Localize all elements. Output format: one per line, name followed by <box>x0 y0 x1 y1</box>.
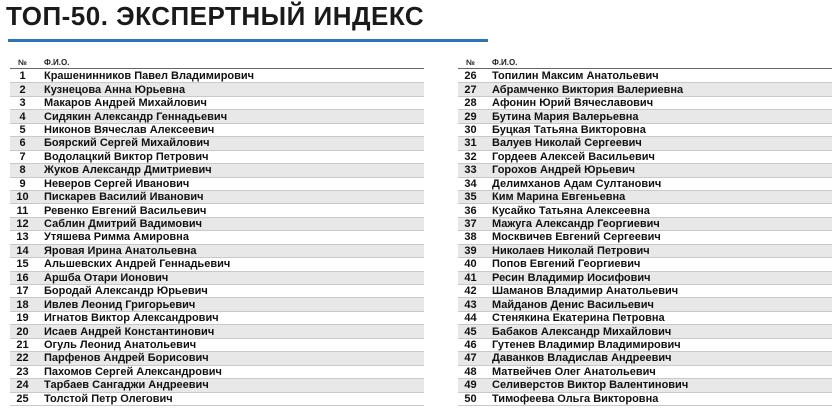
table-row <box>458 178 832 191</box>
rank-number: 40 <box>464 258 477 271</box>
title-underline <box>8 39 488 42</box>
person-name: Аршба Отари Ионович <box>44 271 169 284</box>
table-row <box>458 285 832 298</box>
table-row <box>458 312 832 325</box>
person-name: Ресин Владимир Иосифович <box>492 271 651 284</box>
person-name: Толстой Петр Олегович <box>44 392 173 405</box>
person-name: Бабаков Александр Михайлович <box>492 325 672 338</box>
table-row <box>458 272 832 285</box>
table-row <box>10 178 424 191</box>
person-name: Селиверстов Виктор Валентинович <box>492 379 689 392</box>
rank-number: 27 <box>464 83 477 96</box>
rank-number: 41 <box>464 271 477 284</box>
table-row <box>10 379 424 392</box>
person-name: Парфенов Андрей Борисович <box>44 352 209 365</box>
header-number: № <box>466 58 475 67</box>
table-body-left <box>10 70 424 406</box>
table-row <box>458 379 832 392</box>
rank-number: 13 <box>16 231 29 244</box>
table-row <box>458 191 832 204</box>
table-row <box>458 231 832 244</box>
rank-number: 37 <box>464 218 477 231</box>
table-row <box>458 393 832 406</box>
header-number: № <box>18 58 27 67</box>
table-row <box>10 83 424 96</box>
person-name: Огуль Леонид Анатольевич <box>44 338 197 351</box>
person-name: Исаев Андрей Константинович <box>44 325 215 338</box>
table-row <box>458 137 832 150</box>
person-name: Жуков Александр Дмитриевич <box>44 164 212 177</box>
table-row <box>458 97 832 110</box>
person-name: Мажуга Александр Георгиевич <box>492 218 660 231</box>
rank-number: 32 <box>464 150 477 163</box>
header-name: Ф.И.О. <box>492 58 518 67</box>
rank-number: 26 <box>464 70 477 83</box>
table-row <box>458 124 832 137</box>
rank-number: 15 <box>16 258 29 271</box>
page-title: ТОП-50. ЭКСПЕРТНЫЙ ИНДЕКС <box>6 1 425 31</box>
person-name: Никонов Вячеслав Алексеевич <box>44 123 215 136</box>
table-header <box>458 55 832 69</box>
person-name: Крашенинников Павел Владимирович <box>44 70 255 83</box>
table-row <box>10 164 424 177</box>
rank-number: 43 <box>464 298 477 311</box>
table-row <box>10 191 424 204</box>
table-row <box>10 258 424 271</box>
table-row <box>10 298 424 311</box>
rank-number: 12 <box>16 218 29 231</box>
rank-number: 23 <box>16 365 29 378</box>
person-name: Делимханов Адам Султанович <box>492 177 662 190</box>
rank-number: 7 <box>19 150 26 163</box>
rank-number: 9 <box>19 177 26 190</box>
table-row <box>458 245 832 258</box>
person-name: Ревенко Евгений Васильевич <box>44 204 207 217</box>
person-name: Топилин Максим Анатольевич <box>492 70 659 83</box>
rank-number: 21 <box>16 338 29 351</box>
person-name: Пискарев Василий Иванович <box>44 191 204 204</box>
person-name: Шаманов Владимир Анатольевич <box>492 285 679 298</box>
table-row <box>10 124 424 137</box>
table-row <box>458 352 832 365</box>
rank-number: 1 <box>19 70 26 83</box>
rank-number: 11 <box>16 204 29 217</box>
rank-number: 42 <box>464 285 477 298</box>
person-name: Николаев Николай Петрович <box>492 244 650 257</box>
person-name: Бородай Александр Юрьевич <box>44 285 208 298</box>
table-row <box>10 352 424 365</box>
person-name: Пахомов Сергей Александрович <box>44 365 222 378</box>
rank-number: 5 <box>19 123 26 136</box>
person-name: Тимофеева Ольга Викторовна <box>492 392 659 405</box>
rank-number: 34 <box>464 177 477 190</box>
rank-number: 24 <box>16 379 29 392</box>
person-name: Неверов Сергей Иванович <box>44 177 190 190</box>
table-row <box>10 231 424 244</box>
rank-number: 22 <box>16 352 29 365</box>
rank-number: 49 <box>464 379 477 392</box>
table-row <box>10 325 424 338</box>
table-row <box>10 218 424 231</box>
rank-number: 44 <box>464 312 477 325</box>
rank-number: 36 <box>464 204 477 217</box>
table-header <box>10 55 424 69</box>
rank-number: 45 <box>464 325 477 338</box>
table-row <box>10 393 424 406</box>
rank-number: 33 <box>464 164 477 177</box>
table-row <box>10 339 424 352</box>
rank-number: 30 <box>464 123 477 136</box>
table-row <box>10 70 424 83</box>
person-name: Водолацкий Виктор Петрович <box>44 150 209 163</box>
table-row <box>10 366 424 379</box>
rank-number: 48 <box>464 365 477 378</box>
person-name: Утяшева Римма Амировна <box>44 231 189 244</box>
rank-number: 47 <box>464 352 477 365</box>
table-row <box>10 312 424 325</box>
person-name: Боярский Сергей Михайлович <box>44 137 210 150</box>
person-name: Попов Евгений Георгиевич <box>492 258 641 271</box>
rank-number: 35 <box>464 191 477 204</box>
person-name: Майданов Денис Васильевич <box>492 298 654 311</box>
table-row <box>10 97 424 110</box>
ranking-table-right <box>458 55 832 406</box>
table-row <box>10 245 424 258</box>
person-name: Макаров Андрей Михайлович <box>44 97 207 110</box>
rank-number: 14 <box>16 244 29 257</box>
rank-number: 31 <box>464 137 477 150</box>
table-row <box>10 204 424 217</box>
person-name: Абрамченко Виктория Валериевна <box>492 83 684 96</box>
person-name: Сидякин Александр Геннадьевич <box>44 110 228 123</box>
rank-number: 50 <box>464 392 477 405</box>
person-name: Даванков Владислав Андреевич <box>492 352 672 365</box>
table-row <box>458 110 832 123</box>
table-row <box>458 366 832 379</box>
table-row <box>458 164 832 177</box>
rank-number: 10 <box>16 191 29 204</box>
table-row <box>10 272 424 285</box>
person-name: Бутина Мария Валерьевна <box>492 110 639 123</box>
table-row <box>458 83 832 96</box>
person-name: Матвейчев Олег Анатольевич <box>492 365 656 378</box>
person-name: Гутенев Владимир Владимирович <box>492 338 681 351</box>
person-name: Альшевских Андрей Геннадьевич <box>44 258 231 271</box>
person-name: Игнатов Виктор Александрович <box>44 312 219 325</box>
table-row <box>458 258 832 271</box>
rank-number: 17 <box>16 285 29 298</box>
rank-number: 16 <box>16 271 29 284</box>
rank-number: 18 <box>16 298 29 311</box>
rank-number: 20 <box>16 325 29 338</box>
person-name: Тарбаев Сангаджи Андреевич <box>44 379 209 392</box>
table-row <box>10 110 424 123</box>
table-row <box>10 285 424 298</box>
rank-number: 4 <box>19 110 26 123</box>
table-row <box>458 218 832 231</box>
rank-number: 6 <box>19 137 26 150</box>
table-row <box>10 137 424 150</box>
person-name: Буцкая Татьяна Викторовна <box>492 123 646 136</box>
person-name: Кусайко Татьяна Алексеевна <box>492 204 650 217</box>
table-row <box>458 339 832 352</box>
ranking-table-left <box>10 55 424 406</box>
rank-number: 38 <box>464 231 477 244</box>
person-name: Гордеев Алексей Васильевич <box>492 150 655 163</box>
rank-number: 25 <box>16 392 29 405</box>
table-row <box>458 70 832 83</box>
table-row <box>458 204 832 217</box>
rank-number: 2 <box>19 83 26 96</box>
person-name: Стенякина Екатерина Петровна <box>492 312 665 325</box>
rank-number: 8 <box>19 164 26 177</box>
rank-number: 3 <box>19 97 26 110</box>
person-name: Горохов Андрей Юрьевич <box>492 164 636 177</box>
rank-number: 46 <box>464 338 477 351</box>
person-name: Афонин Юрий Вячеславович <box>492 97 654 110</box>
rank-number: 39 <box>464 244 477 257</box>
person-name: Кузнецова Анна Юрьевна <box>44 83 186 96</box>
header-name: Ф.И.О. <box>44 58 70 67</box>
person-name: Яровая Ирина Анатольевна <box>44 244 197 257</box>
person-name: Валуев Николай Сергеевич <box>492 137 642 150</box>
person-name: Саблин Дмитрий Вадимович <box>44 218 203 231</box>
person-name: Ким Марина Евгеньевна <box>492 191 626 204</box>
rank-number: 19 <box>16 312 29 325</box>
table-body-right <box>458 70 832 406</box>
table-row <box>458 298 832 311</box>
person-name: Ивлев Леонид Григорьевич <box>44 298 196 311</box>
table-row <box>458 325 832 338</box>
rank-number: 28 <box>464 97 477 110</box>
table-row <box>10 151 424 164</box>
table-row <box>458 151 832 164</box>
person-name: Москвичев Евгений Сергеевич <box>492 231 661 244</box>
rank-number: 29 <box>464 110 477 123</box>
